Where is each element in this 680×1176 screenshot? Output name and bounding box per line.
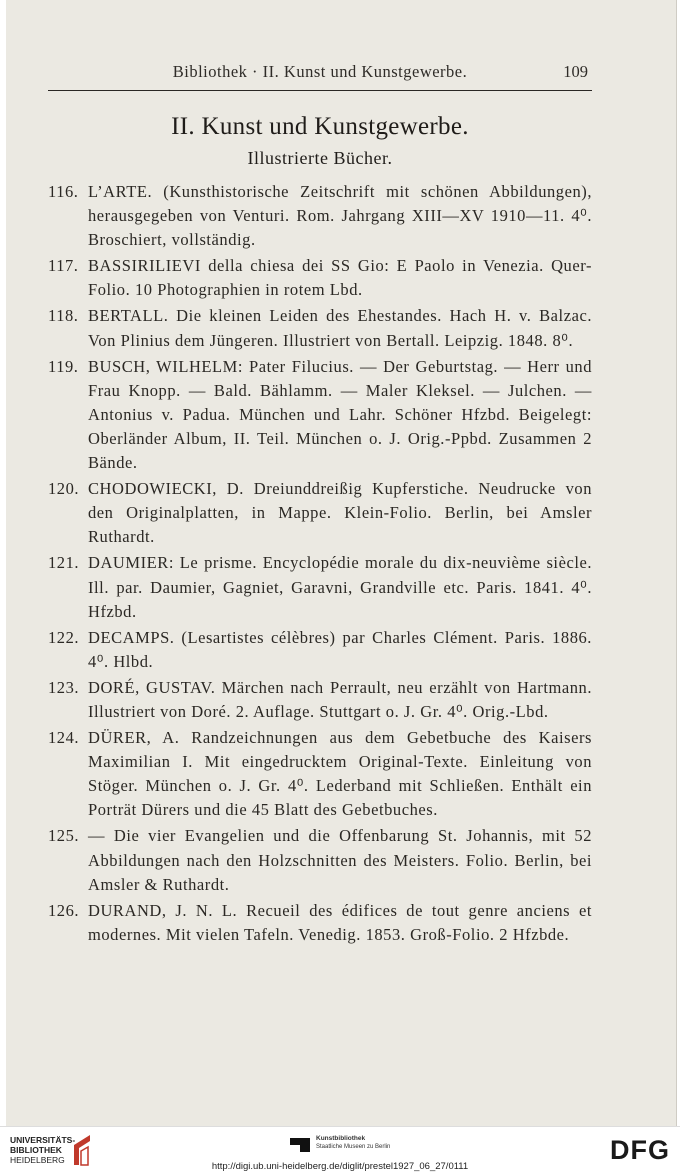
entry-number: 124. xyxy=(48,728,80,748)
entry-number: 121. xyxy=(48,553,80,573)
entry-text: DÜRER, A. Randzeichnungen aus dem Gebetbuche des Kaisers Maximilian I. Mit eingedrucktem Original-Texte. Einleitung von Stöger. München o. J. Gr. 4⁰. Lederband mit Schließen. Enthält ein Porträt Dürers und die 45 Blatt des Gebetbuches. xyxy=(88,728,592,820)
permalink-url[interactable]: http://digi.ub.uni-heidelberg.de/diglit/prestel1927_06_27/0111 xyxy=(211,1161,469,1172)
museum-logo-icon xyxy=(289,1137,311,1153)
catalogue-entry xyxy=(48,726,592,822)
entry-text: BUSCH, WILHELM: Pater Filucius. — Der Geburtstag. — Herr und Frau Knopp. — Bald. Bählamm. — Maler Kleksel. — Julchen. — Antonius v. Padua. München und Lahr. Schöner Hfzbd. Beigelegt: Oberländer Album, II. Teil. München o. J. Orig.-Ppbd. Zusammen 2 Bände. xyxy=(88,356,592,473)
entry-text: DURAND, J. N. L. Recueil des édifices de tout genre anciens et modernes. Mit vielen Tafeln. Venedig. 1853. Groß-Folio. 2 Hfzbde. xyxy=(88,900,592,944)
entry-number: 120. xyxy=(48,479,80,499)
entry-number: 118. xyxy=(48,306,79,326)
running-title: Bibliothek · II. Kunst und Kunstgewerbe. xyxy=(172,62,468,81)
library-name-line: HEIDELBERG xyxy=(10,1155,65,1165)
catalogue-entry xyxy=(48,899,592,947)
catalogue-entry xyxy=(48,676,592,724)
catalogue-entry xyxy=(48,626,592,674)
entry-number: 117. xyxy=(48,256,79,276)
entry-number: 122. xyxy=(48,627,80,647)
entry-text: BASSIRILIEVI della chiesa dei SS Gio: E Paolo in Venezia. Quer-Folio. 10 Photographien in rotem Lbd. xyxy=(88,256,592,300)
catalogue-entry xyxy=(48,551,592,623)
entry-number: 119. xyxy=(48,356,79,376)
catalogue-entry xyxy=(48,477,592,549)
entry-text: — Die vier Evangelien und die Offenbarung St. Johannis, mit 52 Abbildungen nach den Holzschnitten des Meisters. Folio. Berlin, bei Amsler & Ruthardt. xyxy=(88,826,592,894)
catalogue-entries xyxy=(48,180,592,949)
museum-name xyxy=(316,1135,390,1151)
library-name-line: UNIVERSITÄTS- xyxy=(10,1135,76,1145)
entry-text: L’ARTE. (Kunsthistorische Zeitschrift mit schönen Abbildungen), herausgegeben von Venturi. Rom. Jahrgang XIII—XV 1910—11. 4⁰. Broschiert, vollständig. xyxy=(88,182,592,250)
entry-number: 125. xyxy=(48,826,80,846)
entry-number: 123. xyxy=(48,677,80,697)
section-title: II. Kunst und Kunstgewerbe. xyxy=(171,113,469,140)
viewer-footer xyxy=(0,1126,680,1176)
page-number: 109 xyxy=(563,62,588,81)
entry-number: 116. xyxy=(48,182,79,201)
library-name-line: BIBLIOTHEK xyxy=(10,1145,62,1155)
entry-text: DORÉ, GUSTAV. Märchen nach Perrault, neu erzählt von Hartmann. Illustriert von Doré. 2. Auflage. Stuttgart o. J. Gr. 4⁰. Orig.-Lbd. xyxy=(88,677,592,721)
page-header xyxy=(48,62,592,91)
museum-name-line: Staatliche Museen zu Berlin xyxy=(316,1144,391,1150)
entry-text: BERTALL. Die kleinen Leiden des Ehestandes. Hach H. v. Balzac. Von Plinius dem Jüngeren. Illustriert von Bertall. Leipzig. 1848. 8⁰. xyxy=(88,306,592,350)
entry-text: DAUMIER: Le prisme. Encyclopédie morale du dix-neuvième siècle. Ill. par. Daumier, Gagniet, Garavni, Grandville etc. Paris. 1841. 4⁰. Hfzbd. xyxy=(88,553,592,621)
entry-number: 126. xyxy=(48,900,80,920)
museum-name-line: Kunstbibliothek xyxy=(316,1135,366,1142)
catalogue-entry xyxy=(48,304,592,352)
scanned-page xyxy=(6,0,677,1126)
section-subtitle: Illustrierte Bücher. xyxy=(247,148,393,168)
entry-text: DECAMPS. (Lesartistes célèbres) par Charles Clément. Paris. 1886. 4⁰. Hlbd. xyxy=(88,627,592,671)
dfg-logo: DFG xyxy=(610,1135,670,1165)
catalogue-entry xyxy=(48,254,592,302)
entry-text: CHODOWIECKI, D. Dreiunddreißig Kupferstiche. Neudrucke von den Originalplatten, in Mappe. Klein-Folio. Berlin, bei Amsler Ruthardt. xyxy=(88,479,592,547)
catalogue-entry xyxy=(48,355,592,475)
catalogue-entry xyxy=(48,180,592,252)
catalogue-entry xyxy=(48,824,592,896)
